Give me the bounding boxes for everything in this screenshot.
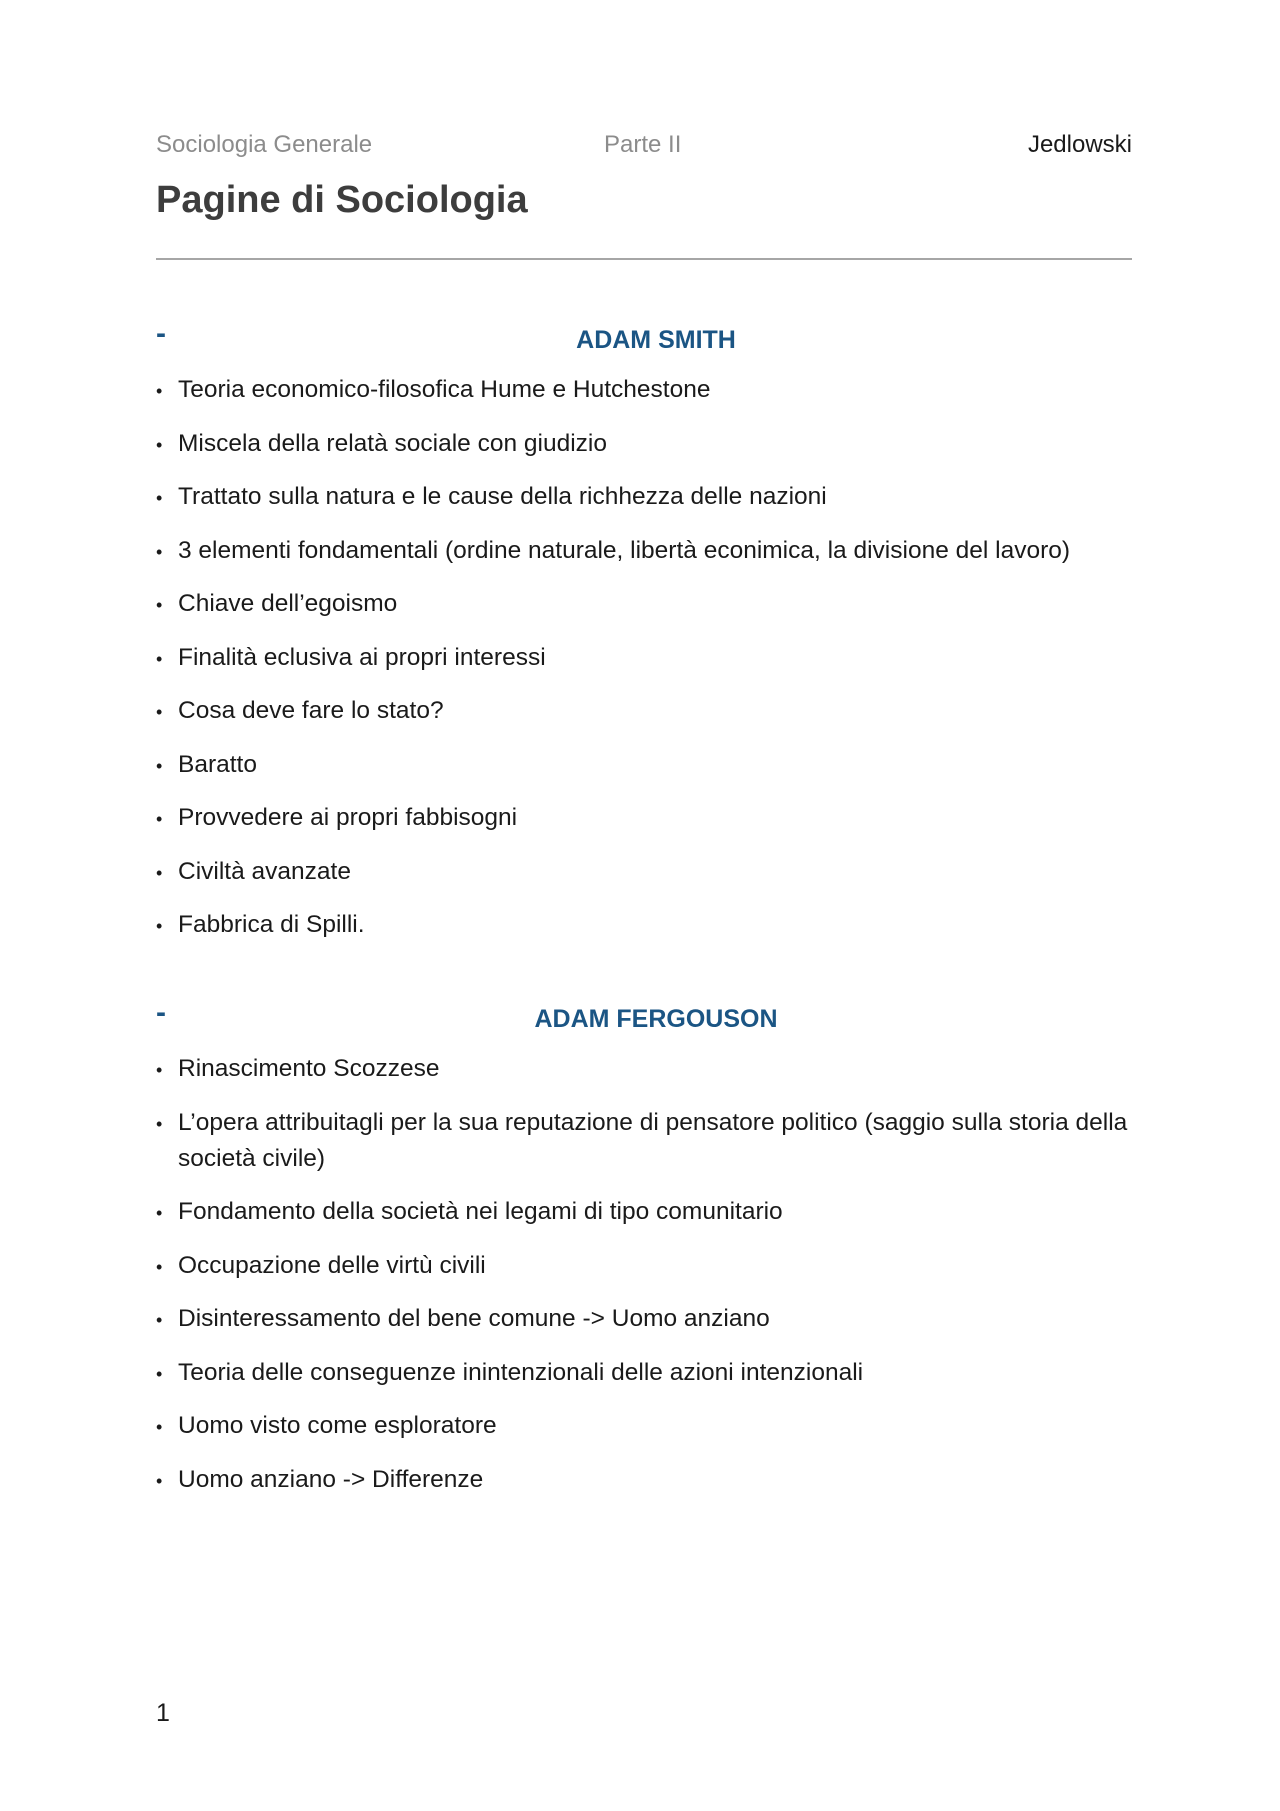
list-item-text: Teoria economico-filosofica Hume e Hutchestone — [178, 376, 711, 403]
bullet-list — [156, 1051, 1132, 1498]
section-title: ADAM FERGOUSON — [534, 1005, 778, 1033]
list-item-text: Trattato sulla natura e le cause della richhezza delle nazioni — [178, 483, 827, 510]
list-item — [156, 533, 1132, 569]
page-title: Pagine di Sociologia — [156, 179, 528, 221]
bullet-icon: • — [156, 809, 163, 829]
bullet-icon: • — [156, 1060, 163, 1080]
list-item — [156, 426, 1132, 462]
list-item — [156, 1194, 1132, 1230]
list-item — [156, 1051, 1132, 1087]
list-item-text: Cosa deve fare lo stato? — [178, 697, 444, 724]
list-item — [156, 747, 1132, 783]
section-marker: - — [156, 317, 166, 350]
list-item — [156, 1301, 1132, 1337]
bullet-icon: • — [156, 1470, 163, 1491]
list-item-text: Disinteressamento del bene comune -> Uomo anziano — [178, 1305, 770, 1332]
list-item — [156, 693, 1132, 729]
bullet-icon: • — [156, 1310, 163, 1330]
list-item-text: Rinascimento Scozzese — [178, 1055, 440, 1082]
list-item-text: Fabbrica di Spilli. — [178, 911, 365, 938]
bullet-icon: • — [156, 434, 163, 455]
list-item-text: Uomo visto come esploratore — [178, 1412, 497, 1439]
header-divider — [156, 258, 1132, 260]
list-item — [156, 1462, 1132, 1498]
list-item-text: Uomo anziano -> Differenze — [178, 1465, 484, 1493]
bullet-icon: • — [156, 1113, 163, 1134]
section-heading-row — [156, 996, 1132, 1039]
bullet-icon: • — [156, 862, 163, 883]
list-item-text: Civiltà avanzate — [178, 857, 351, 885]
bullet-icon: • — [156, 541, 163, 562]
bullet-icon: • — [156, 1256, 163, 1277]
section-title: ADAM SMITH — [576, 326, 736, 354]
bullet-icon: • — [156, 648, 163, 669]
list-item — [156, 1105, 1132, 1177]
list-item — [156, 907, 1132, 943]
list-item-text: Teoria delle conseguenze inintenzionali delle azioni intenzionali — [178, 1358, 864, 1386]
bullet-icon: • — [156, 1363, 163, 1384]
list-item-text: Miscela della relatà sociale con giudizio — [178, 429, 607, 457]
list-item — [156, 1248, 1132, 1284]
list-item — [156, 372, 1132, 408]
list-item-text: Chiave dell’egoismo — [178, 590, 398, 617]
section-adam-smith — [156, 317, 1132, 943]
list-item — [156, 1355, 1132, 1391]
bullet-icon: • — [156, 1417, 163, 1437]
header-author: Jedlowski — [1027, 131, 1132, 158]
list-item — [156, 586, 1132, 622]
bullet-list — [156, 372, 1132, 943]
bullet-icon: • — [156, 755, 163, 776]
list-item — [156, 854, 1132, 890]
header-course: Sociologia Generale — [156, 131, 373, 158]
list-item-text: Finalità eclusiva ai propri interessi — [178, 643, 546, 671]
bullet-icon: • — [156, 595, 163, 615]
bullet-icon: • — [156, 381, 163, 401]
bullet-icon: • — [156, 1203, 163, 1223]
page-number: 1 — [156, 1699, 170, 1727]
list-item-text: Fondamento della società nei legami di tipo comunitario — [178, 1198, 783, 1225]
list-item — [156, 800, 1132, 836]
list-item — [156, 640, 1132, 676]
section-marker: - — [156, 996, 166, 1029]
list-item-text: L’opera attribuitagli per la sua reputazione di pensatore politico (saggio sulla storia della società civile) — [178, 1108, 1128, 1172]
running-header — [156, 128, 1132, 162]
bullet-icon: • — [156, 916, 163, 936]
list-item — [156, 1408, 1132, 1444]
bullet-icon: • — [156, 488, 163, 508]
list-item-text: 3 elementi fondamentali (ordine naturale, libertà econimica, la divisione del lavoro) — [178, 536, 1071, 564]
section-heading-row — [156, 317, 1132, 360]
list-item-text: Occupazione delle virtù civili — [178, 1251, 486, 1279]
document-page — [156, 128, 1132, 1515]
list-item-text: Baratto — [178, 750, 257, 778]
section-adam-fergouson — [156, 996, 1132, 1498]
list-item — [156, 479, 1132, 515]
header-part: Parte II — [604, 131, 682, 158]
list-item-text: Provvedere ai propri fabbisogni — [178, 804, 518, 831]
bullet-icon: • — [156, 702, 163, 722]
